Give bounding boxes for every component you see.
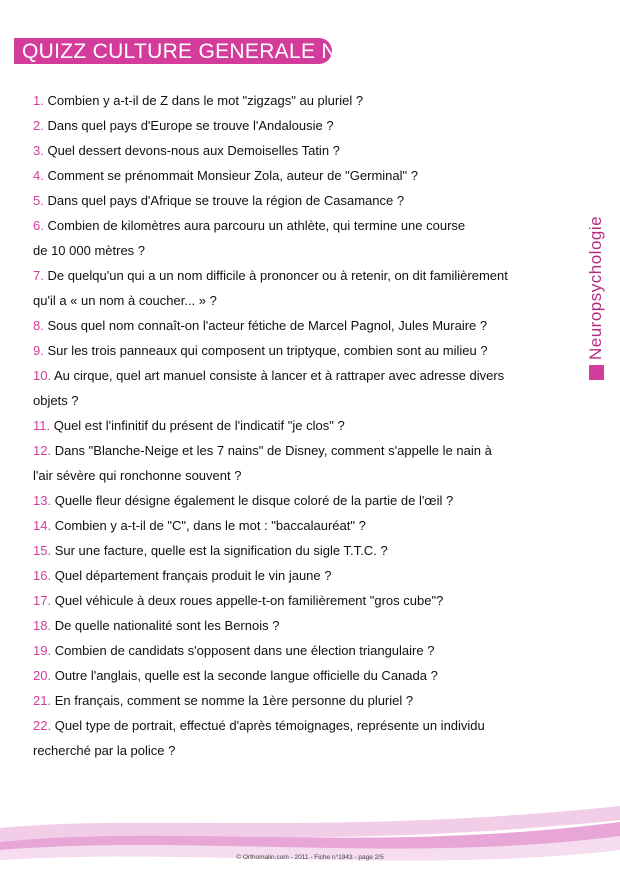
question-text: Dans quel pays d'Afrique se trouve la région de Casamance ? (47, 193, 405, 208)
question-number: 1. (33, 93, 44, 108)
question-text: Quel est l'infinitif du présent de l'indicatif "je clos" ? (53, 418, 345, 433)
question-text: l'air sévère qui ronchonne souvent ? (33, 468, 242, 483)
question-line (33, 113, 573, 138)
footer-text: © Orthomalin.com - 2011 - Fiche n°1943 - page 2/5 (236, 854, 384, 861)
question-text: Sur une facture, quelle est la signification du sigle T.T.C. ? (54, 543, 388, 558)
question-text: Combien y a-t-il de "C", dans le mot : "baccalauréat" ? (54, 518, 366, 533)
page-title: QUIZZ CULTURE GENERALE N°34 (22, 40, 370, 63)
question-number: 12. (33, 443, 52, 458)
question-line (33, 238, 573, 263)
question-line (33, 88, 573, 113)
question-text: de 10 000 mètres ? (33, 243, 146, 258)
accent-square (589, 365, 604, 380)
question-number: 9. (33, 343, 44, 358)
question-number: 17. (33, 593, 52, 608)
question-line (33, 613, 573, 638)
question-line (33, 163, 573, 188)
question-line (33, 288, 573, 313)
question-line (33, 563, 573, 588)
question-number: 13. (33, 493, 52, 508)
question-number: 7. (33, 268, 44, 283)
question-number: 2. (33, 118, 44, 133)
question-number: 5. (33, 193, 44, 208)
question-line (33, 388, 573, 413)
question-line (33, 338, 573, 363)
question-text: Quel type de portrait, effectué d'après témoignages, représente un individu (54, 718, 485, 733)
side-label (586, 216, 606, 380)
question-line (33, 688, 573, 713)
question-number: 11. (33, 418, 51, 433)
question-text: Comment se prénommait Monsieur Zola, auteur de "Germinal" ? (47, 168, 418, 183)
question-number: 10. (33, 368, 52, 383)
footer-swoosh (0, 780, 620, 877)
question-text: Combien de candidats s'opposent dans une élection triangulaire ? (54, 643, 435, 658)
question-text: Dans "Blanche-Neige et les 7 nains" de Disney, comment s'appelle le nain à (54, 443, 492, 458)
question-list (33, 88, 573, 763)
question-line (33, 413, 573, 438)
question-text: Au cirque, quel art manuel consiste à lancer et à rattraper avec adresse divers (53, 368, 505, 383)
question-line (33, 738, 573, 763)
question-number: 6. (33, 218, 44, 233)
question-number: 4. (33, 168, 44, 183)
side-label-text: Neuropsychologie (586, 215, 605, 360)
question-text: Quel département français produit le vin jaune ? (54, 568, 332, 583)
question-text: En français, comment se nomme la 1ère personne du pluriel ? (54, 693, 414, 708)
question-line (33, 488, 573, 513)
question-text: De quelqu'un qui a un nom difficile à prononcer ou à retenir, on dit familièrement (47, 268, 508, 283)
question-number: 8. (33, 318, 44, 333)
question-text: objets ? (33, 393, 79, 408)
question-line (33, 463, 573, 488)
question-number: 18. (33, 618, 52, 633)
question-line (33, 638, 573, 663)
question-line (33, 663, 573, 688)
question-text: Outre l'anglais, quelle est la seconde langue officielle du Canada ? (54, 668, 438, 683)
question-text: qu'il a « un nom à coucher... » ? (33, 293, 217, 308)
question-line (33, 588, 573, 613)
question-number: 20. (33, 668, 52, 683)
question-number: 3. (33, 143, 44, 158)
question-text: Quelle fleur désigne également le disque coloré de la partie de l'œil ? (54, 493, 454, 508)
question-number: 19. (33, 643, 52, 658)
question-line (33, 213, 573, 238)
question-text: Quel véhicule à deux roues appelle-t-on familièrement "gros cube"? (54, 593, 444, 608)
question-line (33, 313, 573, 338)
question-text: recherché par la police ? (33, 743, 176, 758)
question-text: Sur les trois panneaux qui composent un triptyque, combien sont au milieu ? (47, 343, 488, 358)
question-text: De quelle nationalité sont les Bernois ? (54, 618, 280, 633)
question-text: Combien de kilomètres aura parcouru un athlète, qui termine une course (47, 218, 466, 233)
question-number: 14. (33, 518, 52, 533)
question-text: Combien y a-t-il de Z dans le mot "zigzags" au pluriel ? (47, 93, 364, 108)
question-line (33, 438, 573, 463)
question-line (33, 363, 573, 388)
question-number: 15. (33, 543, 52, 558)
question-text: Quel dessert devons-nous aux Demoiselles Tatin ? (47, 143, 340, 158)
question-line (33, 188, 573, 213)
question-line (33, 538, 573, 563)
question-line (33, 263, 573, 288)
question-line (33, 713, 573, 738)
question-line (33, 513, 573, 538)
question-text: Sous quel nom connaît-on l'acteur fétiche de Marcel Pagnol, Jules Muraire ? (47, 318, 488, 333)
question-number: 21. (33, 693, 52, 708)
question-text: Dans quel pays d'Europe se trouve l'Andalousie ? (47, 118, 334, 133)
question-line (33, 138, 573, 163)
question-number: 22. (33, 718, 52, 733)
question-number: 16. (33, 568, 52, 583)
